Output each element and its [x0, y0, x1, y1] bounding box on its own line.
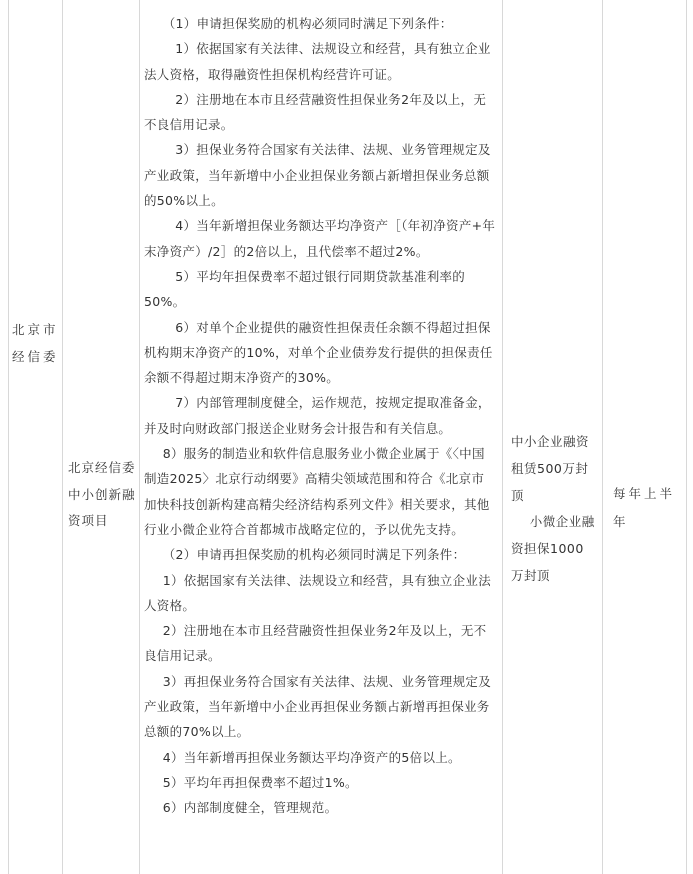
condition-item: 4）当年新增再担保业务额达平均净资产的5倍以上。: [162, 749, 461, 765]
conditions-cell: [144, 11, 496, 821]
department-cell: [12, 316, 62, 370]
condition-item: 7）内部管理制度健全，运作规范，按规定提取准备金，并及时向财政部门报送企业财务会计报告和有关信息。: [144, 395, 491, 436]
table-border-left: [8, 0, 9, 874]
condition-item: 1）依据国家有关法律、法规设立和经营，具有独立企业法人资格，取得融资性担保机构经营许可证。: [144, 41, 491, 82]
condition-item: 2）注册地在本市且经营融资性担保业务2年及以上，无不良信用记录。: [144, 623, 487, 664]
condition-item: 3）再担保业务符合国家有关法律、法规、业务管理规定及产业政策，当年新增中小企业再担保业务额占新增再担保业务总额的70%以上。: [144, 673, 492, 740]
column-divider: [62, 0, 63, 874]
limit-text: 中小企业融资租赁500万封顶: [511, 434, 590, 503]
limit-text: 小微企业融资担保1000万封顶: [511, 514, 595, 583]
application-time: 每年上半年: [613, 486, 676, 529]
condition-item: 6）对单个企业提供的融资性担保责任余额不得超过担保机构期末净资产的10%，对单个企业债券发行提供的担保责任余额不得超过期末净资产的30%。: [144, 319, 493, 386]
column-divider: [602, 0, 603, 874]
department-name: 北京市经信委: [12, 322, 59, 364]
conditions-heading: （2）申请再担保奖励的机构必须同时满足下列条件：: [162, 547, 466, 563]
limits-cell: [511, 429, 595, 590]
column-divider: [502, 0, 503, 874]
condition-item: 5）平均年担保费率不超过银行同期贷款基准利率的50%。: [144, 268, 466, 310]
column-divider: [139, 0, 140, 874]
condition-item: 2）注册地在本市且经营融资性担保业务2年及以上，无不良信用记录。: [144, 91, 487, 133]
table-border-right: [686, 0, 687, 874]
project-cell: [68, 455, 136, 535]
condition-item: 6）内部制度健全，管理规范。: [162, 800, 338, 816]
condition-item: 1）依据国家有关法律、法规设立和经营，具有独立企业法人资格。: [144, 572, 492, 613]
condition-item: 5）平均年再担保费率不超过1%。: [162, 774, 358, 790]
project-name: 北京经信委中小创新融资项目: [68, 460, 136, 528]
time-cell: [613, 480, 687, 535]
condition-item: 4）当年新增担保业务额达平均净资产［（年初净资产+年末净资产）/2］的2倍以上，且代偿率不超过2%。: [144, 218, 496, 259]
conditions-heading: （1）申请担保奖励的机构必须同时满足下列条件：: [162, 16, 453, 31]
condition-item: 8）服务的制造业和软件信息服务业小微企业属于《〈中国制造2025〉北京行动纲要》高精尖领域范围和符合《北京市加快科技创新构建高精尖经济结构系列文件》相关要求，其他行业小微企业符合首都城市战略定位的，予以优先支持。: [144, 446, 490, 537]
condition-item: 3）担保业务符合国家有关法律、法规、业务管理规定及产业政策，当年新增中小企业担保业务额占新增担保业务总额的50%以上。: [144, 142, 491, 209]
